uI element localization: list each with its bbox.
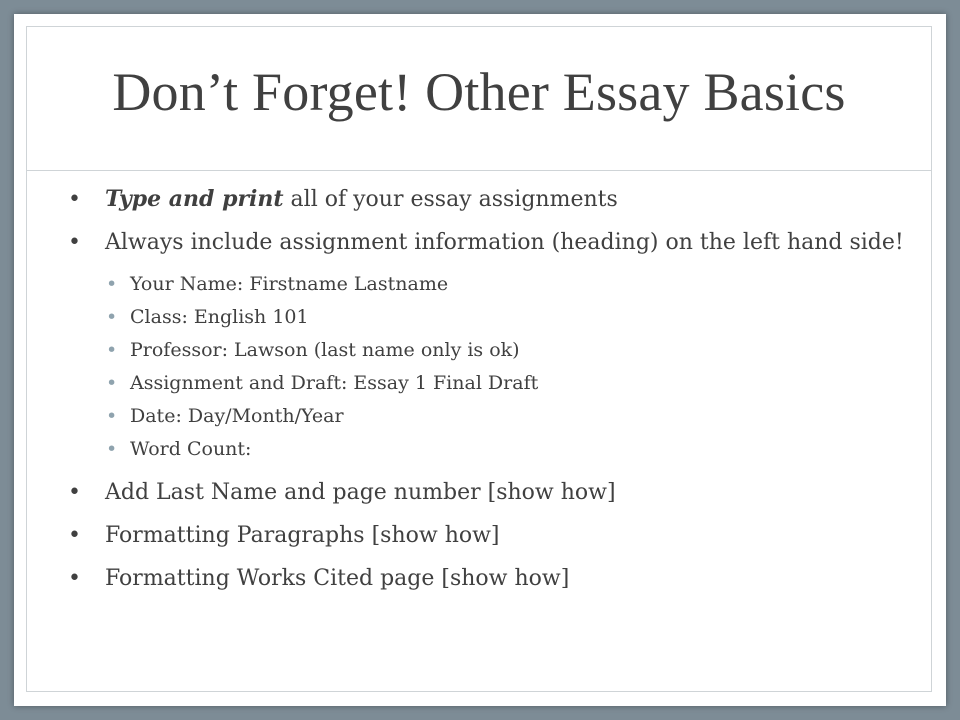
bullet-dot: • <box>68 187 81 212</box>
subbullet-dot: • <box>106 372 118 394</box>
subbullet-text: Date: Day/Month/Year <box>130 405 344 427</box>
slide-body <box>65 187 915 609</box>
bullet-emphasis: Type and print <box>105 186 284 212</box>
subbullet-text: Assignment and Draft: Essay 1 Final Draft <box>130 372 539 394</box>
subbullet-dot: • <box>106 339 118 361</box>
bullet-heading-info <box>65 230 915 255</box>
bullet-text: all of your essay assignments <box>283 187 618 212</box>
subbullet-professor <box>65 339 915 361</box>
bullet-dot: • <box>68 566 81 591</box>
subbullet-date <box>65 405 915 427</box>
slide-inner-border <box>26 26 932 692</box>
bullet-dot: • <box>68 230 81 255</box>
bullet-formatting-paragraphs <box>65 523 915 548</box>
slide-frame <box>14 14 946 706</box>
bullet-text: Always include assignment information (heading) on the left hand side! <box>105 230 904 255</box>
title-divider <box>27 170 931 171</box>
subbullet-text: Class: English 101 <box>130 306 309 328</box>
subbullet-text: Professor: Lawson (last name only is ok) <box>130 339 520 361</box>
subbullet-assignment-draft <box>65 372 915 394</box>
bullet-type-and-print <box>65 187 915 212</box>
subbullet-your-name <box>65 273 915 295</box>
heading-subbullets <box>65 273 915 460</box>
subbullet-dot: • <box>106 273 118 295</box>
bullet-text: Add Last Name and page number [show how] <box>105 480 616 505</box>
bullet-text: Formatting Works Cited page [show how] <box>105 566 570 591</box>
slide-title: Don’t Forget! Other Essay Basics <box>112 62 846 122</box>
subbullet-dot: • <box>106 438 118 460</box>
bullet-dot: • <box>68 480 81 505</box>
bullet-dot: • <box>68 523 81 548</box>
bullet-works-cited <box>65 566 915 591</box>
bullet-text: Formatting Paragraphs [show how] <box>105 523 500 548</box>
subbullet-word-count <box>65 438 915 460</box>
subbullet-dot: • <box>106 306 118 328</box>
subbullet-class <box>65 306 915 328</box>
subbullet-text: Your Name: Firstname Lastname <box>130 273 449 295</box>
bullet-last-name-page-number <box>65 480 915 505</box>
subbullet-text: Word Count: <box>130 438 252 460</box>
subbullet-dot: • <box>106 405 118 427</box>
